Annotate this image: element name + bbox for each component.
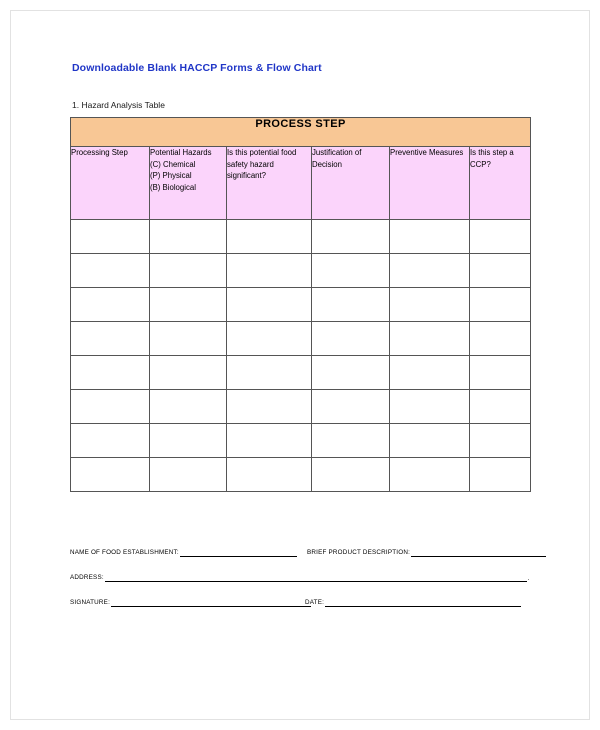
cell-potential-hazards[interactable]: [150, 458, 227, 492]
table-body: [71, 220, 531, 492]
cell-processing-step[interactable]: [71, 322, 150, 356]
field-signature: [70, 597, 311, 607]
cell-processing-step[interactable]: [71, 220, 150, 254]
table-row: [71, 322, 531, 356]
cell-preventive-measures[interactable]: [390, 356, 470, 390]
column-header-processing-step: [71, 147, 150, 220]
cell-potential-hazards[interactable]: [150, 424, 227, 458]
hazard-analysis-table: [70, 117, 531, 492]
field-label: SIGNATURE:: [70, 599, 111, 606]
cell-hazard-significant[interactable]: [227, 254, 312, 288]
cell-justification[interactable]: [312, 288, 390, 322]
cell-hazard-significant[interactable]: [227, 458, 312, 492]
cell-preventive-measures[interactable]: [390, 424, 470, 458]
cell-preventive-measures[interactable]: [390, 254, 470, 288]
table-row: [71, 288, 531, 322]
cell-potential-hazards[interactable]: [150, 220, 227, 254]
cell-processing-step[interactable]: [71, 356, 150, 390]
header-line: Is this step a CCP?: [470, 148, 514, 169]
table-header-row: [71, 147, 531, 220]
header-line: Decision: [312, 159, 342, 169]
header-line: significant?: [227, 171, 267, 180]
cell-justification[interactable]: [312, 220, 390, 254]
header-line: Is this potential food: [227, 148, 297, 157]
field-address: [70, 572, 530, 582]
cell-is-ccp[interactable]: [470, 288, 531, 322]
table-banner-row: [71, 118, 531, 147]
cell-justification[interactable]: [312, 356, 390, 390]
field-input-line[interactable]: [111, 597, 311, 607]
cell-preventive-measures[interactable]: [390, 458, 470, 492]
cell-preventive-measures[interactable]: [390, 390, 470, 424]
table-row: [71, 458, 531, 492]
header-line: (B) Biological: [150, 182, 196, 192]
field-input-line[interactable]: [325, 597, 521, 607]
cell-potential-hazards[interactable]: [150, 390, 227, 424]
field-input-line[interactable]: [180, 547, 297, 557]
header-line: (P) Physical: [150, 171, 192, 180]
column-header-preventive-measures: [390, 147, 470, 220]
cell-preventive-measures[interactable]: [390, 288, 470, 322]
header-line: Preventive Measures: [390, 148, 464, 157]
cell-is-ccp[interactable]: [470, 458, 531, 492]
cell-hazard-significant[interactable]: [227, 220, 312, 254]
header-line: safety hazard: [227, 159, 274, 169]
table-row: [71, 220, 531, 254]
field-label: BRIEF PRODUCT DESCRIPTION:: [307, 549, 411, 556]
cell-is-ccp[interactable]: [470, 254, 531, 288]
cell-hazard-significant[interactable]: [227, 424, 312, 458]
cell-justification[interactable]: [312, 390, 390, 424]
table-row: [71, 356, 531, 390]
cell-is-ccp[interactable]: [470, 390, 531, 424]
column-header-hazard-significant: [227, 147, 312, 220]
field-date: [305, 597, 521, 607]
field-label: ADDRESS:: [70, 574, 104, 581]
cell-justification[interactable]: [312, 458, 390, 492]
page-title: Downloadable Blank HACCP Forms & Flow Chart: [72, 62, 322, 74]
column-header-potential-hazards: [150, 147, 227, 220]
cell-is-ccp[interactable]: [470, 220, 531, 254]
header-line: Processing Step: [71, 148, 128, 157]
cell-processing-step[interactable]: [71, 390, 150, 424]
trailing-mark: .: [527, 575, 530, 582]
field-input-line[interactable]: [105, 572, 527, 582]
cell-justification[interactable]: [312, 254, 390, 288]
cell-justification[interactable]: [312, 322, 390, 356]
cell-hazard-significant[interactable]: [227, 356, 312, 390]
cell-potential-hazards[interactable]: [150, 288, 227, 322]
table-row: [71, 390, 531, 424]
section-label: 1. Hazard Analysis Table: [72, 100, 165, 110]
cell-potential-hazards[interactable]: [150, 356, 227, 390]
cell-preventive-measures[interactable]: [390, 322, 470, 356]
footer-row-2: [70, 568, 532, 593]
field-name-of-food-establishment: [70, 547, 297, 557]
field-input-line[interactable]: [411, 547, 546, 557]
cell-preventive-measures[interactable]: [390, 220, 470, 254]
cell-hazard-significant[interactable]: [227, 390, 312, 424]
cell-is-ccp[interactable]: [470, 424, 531, 458]
header-line: Potential Hazards: [150, 148, 212, 157]
cell-processing-step[interactable]: [71, 458, 150, 492]
cell-processing-step[interactable]: [71, 424, 150, 458]
process-step-banner: PROCESS STEP: [71, 118, 531, 147]
cell-is-ccp[interactable]: [470, 322, 531, 356]
footer-row-3: [70, 593, 532, 618]
cell-hazard-significant[interactable]: [227, 288, 312, 322]
form-footer: [70, 543, 532, 618]
cell-processing-step[interactable]: [71, 254, 150, 288]
cell-potential-hazards[interactable]: [150, 254, 227, 288]
field-label: NAME OF FOOD ESTABLISHMENT:: [70, 549, 179, 556]
table-row: [71, 254, 531, 288]
header-line: Justification of: [312, 148, 362, 157]
cell-hazard-significant[interactable]: [227, 322, 312, 356]
cell-justification[interactable]: [312, 424, 390, 458]
table-row: [71, 424, 531, 458]
column-header-justification: [312, 147, 390, 220]
column-header-is-ccp: [470, 147, 531, 220]
header-line: (C) Chemical: [150, 159, 196, 169]
cell-processing-step[interactable]: [71, 288, 150, 322]
footer-row-1: [70, 543, 532, 568]
cell-potential-hazards[interactable]: [150, 322, 227, 356]
cell-is-ccp[interactable]: [470, 356, 531, 390]
field-label: DATE:: [305, 599, 325, 606]
field-brief-product-description: [307, 547, 546, 557]
